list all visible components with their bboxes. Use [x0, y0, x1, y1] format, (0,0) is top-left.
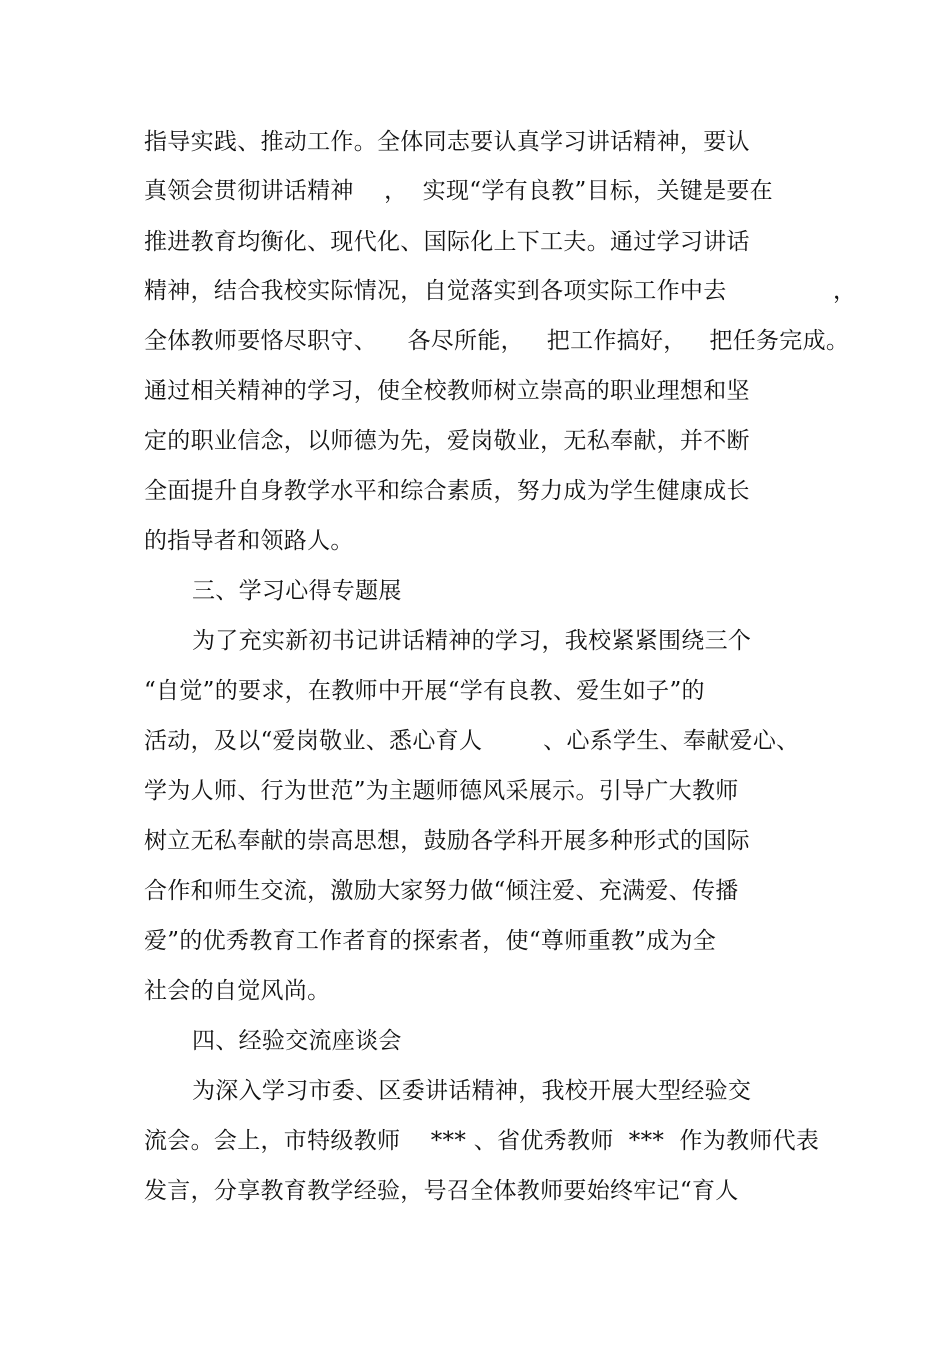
paragraph-first-line: 为了充实新初书记讲话精神的学习，我校紧紧围绕三个 — [192, 628, 752, 654]
body-line: 爱”的优秀教育工作者育的探索者，使“尊师重教”成为全 — [144, 928, 717, 954]
body-line: 的指导者和领路人。 — [144, 528, 354, 554]
body-line: 社会的自觉风尚。 — [144, 978, 331, 1004]
body-line: “自觉”的要求，在教师中开展“学有良教、爱生如子”的 — [144, 678, 705, 704]
body-line: 树立无私奉献的崇高思想，鼓励各学科开展多种形式的国际 — [144, 828, 750, 854]
body-line: 通过相关精神的学习，使全校教师树立崇高的职业理想和坚 — [144, 378, 750, 404]
body-line: 学为人师、行为世范”为主题师德风采展示。引导广大教师 — [144, 778, 739, 804]
body-line: 发言，分享教育教学经验，号召全体教师要始终牢记“育人 — [144, 1178, 739, 1204]
body-line: 指导实践、推动工作。全体同志要认真学习讲话精神，要认 — [144, 129, 750, 155]
paragraph-first-line: 为深入学习市委、区委讲话精神，我校开展大型经验交 — [192, 1078, 752, 1104]
body-line: 合作和师生交流，激励大家努力做“倾注爱、充满爱、传播 — [144, 878, 739, 904]
body-line: 流会。会上，市特级教师 *** 、省优秀教师 *** 作为教师代表 — [144, 1128, 820, 1154]
body-line: 全面提升自身教学水平和综合素质，努力成为学生健康成长 — [144, 478, 750, 504]
body-line: 推进教育均衡化、现代化、国际化上下工夫。通过学习讲话 — [144, 229, 750, 255]
section-heading: 三、学习心得专题展 — [192, 578, 402, 604]
body-line: 全体教师要恪尽职守、 各尽所能， 把工作搞好， 把任务完成。 — [144, 328, 850, 354]
body-line: 精神，结合我校实际情况，自觉落实到各项实际工作中去 ， — [144, 278, 857, 304]
body-line: 真领会贯彻讲话精神 ， 实现“学有良教”目标，关键是要在 — [144, 178, 773, 204]
section-heading: 四、经验交流座谈会 — [192, 1028, 402, 1054]
body-line: 活动，及以“爱岗敬业、悉心育人 、心系学生、奉献爱心、 — [144, 728, 800, 754]
body-line: 定的职业信念，以师德为先，爱岗敬业，无私奉献，并不断 — [144, 428, 750, 454]
